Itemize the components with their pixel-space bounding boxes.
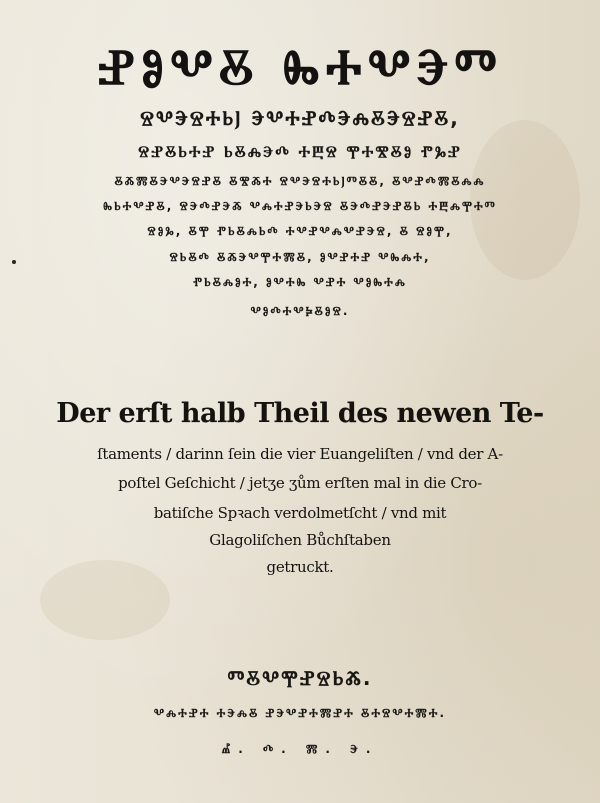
- german-line-4: Glagoliſchen Bůchſtaben: [209, 531, 391, 549]
- imprint-printer: ⰂⰎⰀⰐⰀ ⰀⰅⰎⰋ ⰐⰅⰂⰐⰀⰏⰐⰀ ⰋⰀⰔⰂⰀⰏⰀ.: [153, 706, 447, 720]
- imprint-place: ⰕⰋⰂⰉⰐⰔⰓⰆ.: [227, 666, 373, 690]
- imprint-year: Ⰼ. Ⰴ. Ⰿ. Ⰵ.: [221, 742, 379, 756]
- glagolitic-line-1: ⰔⰂⰅⰔⰀⰓⰬ ⰅⰂⰀⰐⰄⰅⰎⰋⰅⰔⰐⰋ,: [140, 106, 460, 130]
- german-line-3: batiſche Spꝛach verdolmetſcht / vnd mit: [153, 504, 447, 522]
- glagolitic-title: ⰐⰑⰂⰋ ⰈⰀⰂⰅⰕ: [97, 38, 503, 96]
- glagolitic-line-5: ⰔⰑⰃ, ⰋⰉ ⰒⰓⰋⰎⰓⰄ ⰀⰂⰐⰂⰎⰂⰐⰅⰔ, Ⰻ ⰔⰑⰉ,: [147, 224, 453, 238]
- german-title: Der erſt halb Theil des newen Te-: [56, 398, 544, 429]
- glagolitic-line-6: ⰔⰓⰋⰄ ⰋⰆⰅⰂⰉⰀⰏⰋ, ⰑⰂⰐⰀⰐ ⰂⰈⰎⰀ,: [169, 250, 431, 264]
- glagolitic-line-3: ⰋⰆⰏⰋⰅⰂⰅⰔⰐⰋ ⰋⰊⰆⰀ ⰔⰂⰅⰔⰀⰓⰬⰕⰋⰋ, ⰋⰂⰐⰄⰏⰋⰎⰎ: [114, 174, 486, 188]
- glagolitic-line-8: ⰂⰑⰄⰀⰂⰍⰋⰑⰔ.: [250, 304, 350, 318]
- german-line-5: getruckt.: [266, 558, 334, 576]
- glagolitic-line-4: ⰈⰓⰀⰂⰐⰋ, ⰔⰅⰄⰐⰅⰆ ⰂⰎⰀⰐⰅⰓⰅⰔ ⰋⰅⰄⰐⰅⰐⰋⰓ ⰀⰁⰎⰉⰀⰕ: [103, 199, 497, 213]
- glagolitic-line-2: ⰔⰐⰋⰓⰀⰐ ⰓⰋⰎⰅⰄ ⰀⰁⰔ ⰉⰀⰊⰋⰑ ⰒⰃⰐ: [138, 142, 462, 161]
- glagolitic-line-7: ⰒⰓⰋⰎⰑⰀ, ⰑⰂⰀⰈ ⰂⰐⰀ ⰂⰑⰈⰀⰎ: [193, 275, 407, 289]
- german-line-1: ſtaments / darinn ſein die vier Euangeliſten / vnd der A-: [97, 445, 503, 463]
- german-line-2: poſtel Geſchicht / jetʒe ʒům erſten mal in die Cro-: [118, 474, 482, 492]
